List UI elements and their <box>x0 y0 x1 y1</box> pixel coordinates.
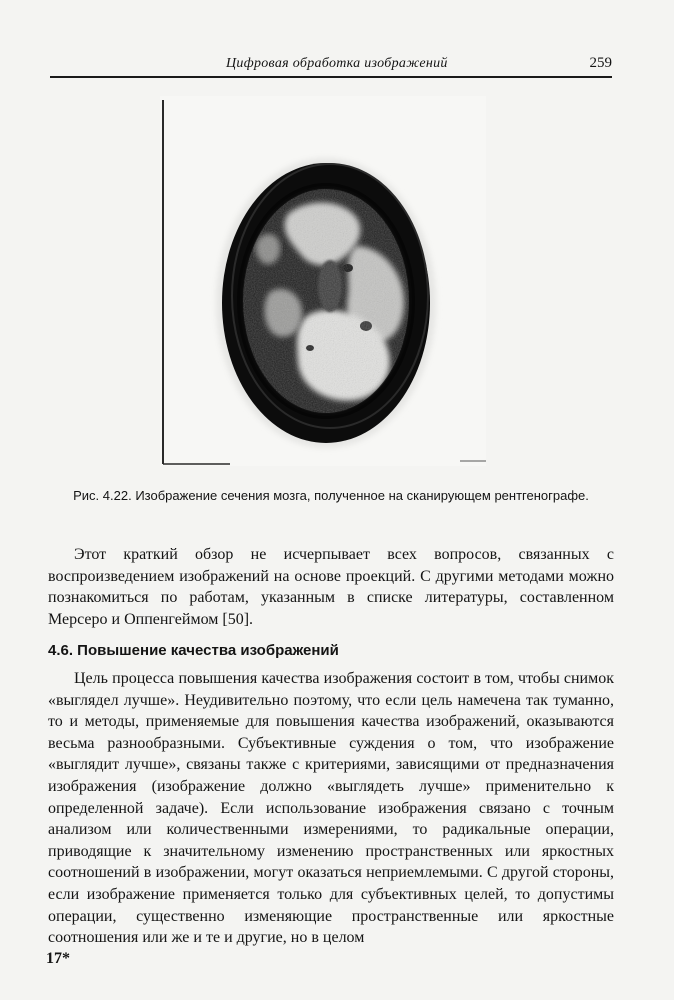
running-head: Цифровая обработка изображений <box>226 56 448 71</box>
signature-mark: 17* <box>46 950 70 967</box>
header-rule <box>50 76 612 78</box>
figure-label: Рис. 4.22. <box>73 488 132 503</box>
figure-caption <box>50 487 612 504</box>
section-heading: 4.6. Повышение качества изображений <box>48 642 339 659</box>
brain-scan-figure <box>160 96 486 466</box>
brain-scan-image <box>160 96 486 466</box>
intro-paragraph: Этот краткий обзор не исчерпывает всех вопросов, связанных с воспроизведением изображений на основе проекций. С другими методами можно познакомиться по работам, указанным в списке литературы, составленном Мерсеро и Оппенгеймом [50]. <box>48 546 614 628</box>
section-paragraph: Цель процесса повышения качества изображения состоит в том, чтобы снимок «выглядел лучше». Неудивительно поэтому, что если цель намечена так туманно, то и методы, применяемые для повышения качества изображений, оказываются весьма разнообразными. Субъективные суждения о том, что изображение «выглядит лучше», связаны также с критериями, зависящими от предназначения изображения (изображение должно «выглядеть лучше» применительно к определенной задаче). Если использование изображения связано с точным анализом или количественными измерениями, то радикальные операции, приводящие к значительному изменению пространственных или яркостных соотношений в изображении, могут оказаться неприемлемыми. С другой стороны, если изображение применяется только для субъективных целей, то допустимы операции, существенно изменяющие пространственные или яркостные соотношения или же и те и другие, но в целом <box>48 670 614 947</box>
page-number: 259 <box>589 55 612 71</box>
figure-caption-text: Изображение сечения мозга, полученное на сканирующем рентгенографе. <box>135 488 589 503</box>
